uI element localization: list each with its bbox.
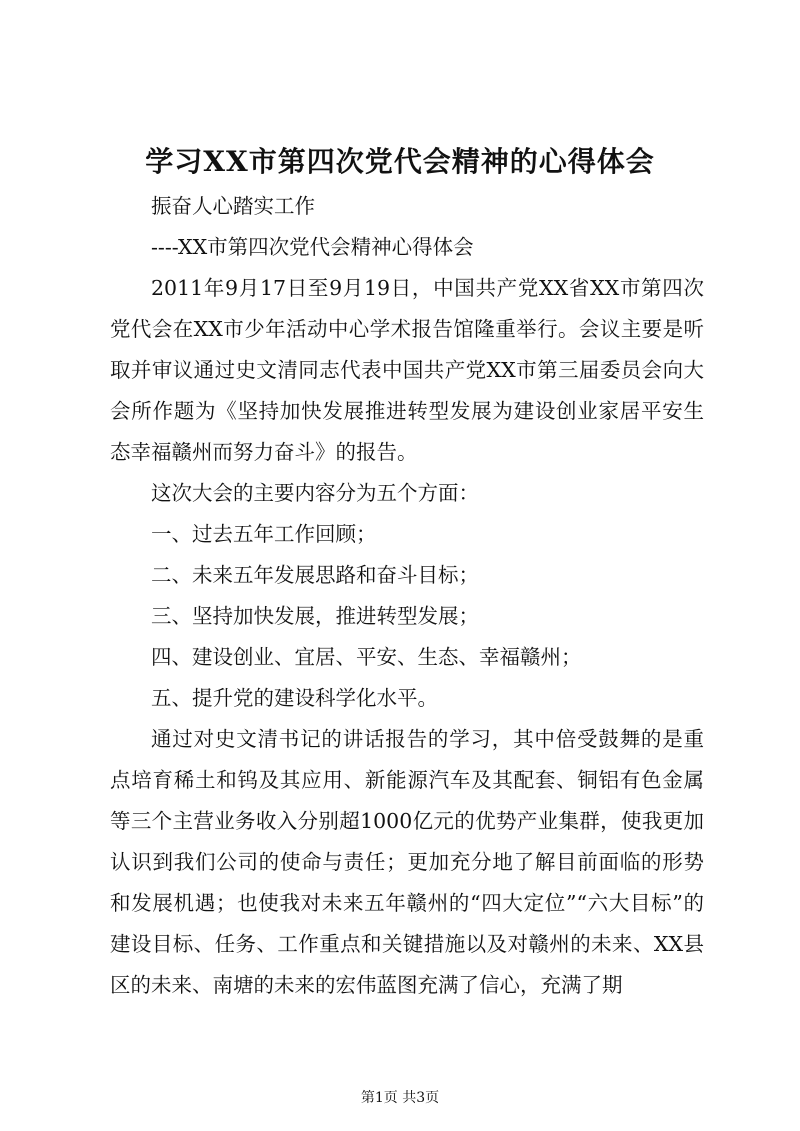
- body-paragraph: 2011年9月17日至9月19日，中国共产党XX省XX市第四次党代会在XX市少年活动中心学术报告馆隆重举行。会议主要是听取并审议通过史文清同志代表中国共产党XX市第三届委员会向大会所作题为《坚持加快发展推进转型发展为建设创业家居平安生态幸福赣州而努力奋斗》的报告。: [110, 276, 704, 464]
- list-item: 二、未来五年发展思路和奋斗目标；: [151, 563, 479, 587]
- list-item: 一、过去五年工作回顾；: [151, 522, 377, 546]
- body-paragraph: 这次大会的主要内容分为五个方面：: [151, 481, 479, 505]
- list-item: 三、坚持加快发展，推进转型发展；: [151, 604, 479, 628]
- subtitle-line: 振奋人心踏实工作: [151, 194, 315, 218]
- document-body: [110, 186, 704, 1006]
- document-title: 学习XX市第四次党代会精神的心得体会: [145, 145, 655, 178]
- page-footer: 第1页 共3页: [360, 1090, 440, 1106]
- body-paragraph: 通过对史文清书记的讲话报告的学习，其中倍受鼓舞的是重点培育稀土和钨及其应用、新能源汽车及其配套、铜铝有色金属等三个主营业务收入分别超1000亿元的优势产业集群，使我更加认识到我们公司的使命与责任；更加充分地了解目前面临的形势和发展机遇；也使我对未来五年赣州的“四大定位”“六大目标”的建设目标、任务、工作重点和关键措施以及对赣州的未来、XX县区的未来、南塘的未来的宏伟蓝图充满了信心，充满了期: [110, 727, 704, 997]
- list-item: 五、提升党的建设科学化水平。: [151, 686, 438, 710]
- list-item: 四、建设创业、宜居、平安、生态、幸福赣州；: [151, 645, 582, 669]
- subtitle-dash-line: ----XX市第四次党代会精神心得体会: [151, 235, 474, 259]
